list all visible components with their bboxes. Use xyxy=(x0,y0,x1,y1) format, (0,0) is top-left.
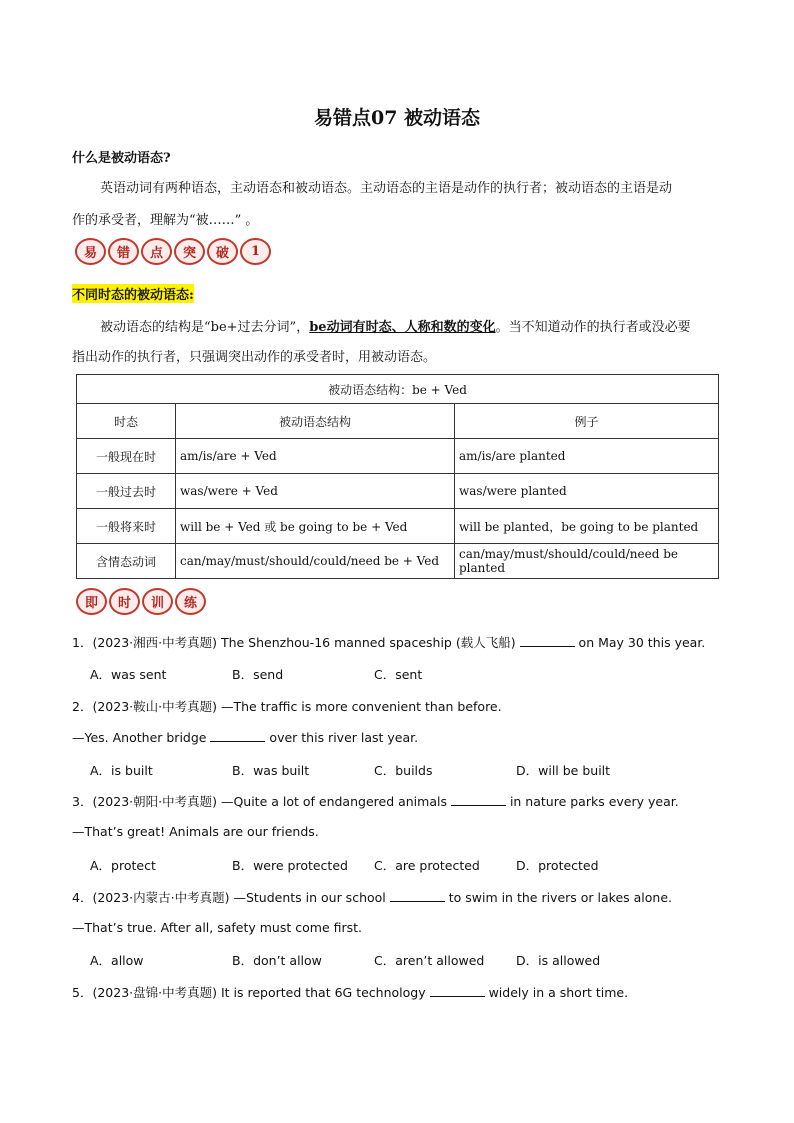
table-cell: 一般过去时 xyxy=(77,474,176,509)
table-cell: will be + Ved 或 be going to be + Ved xyxy=(176,509,455,544)
question-3-line-2: —That’s great! Animals are our friends. xyxy=(72,824,319,839)
badge-practice xyxy=(76,588,206,615)
table-cell: will be planted，be going to be planted xyxy=(455,509,719,544)
question-5 xyxy=(72,983,628,1001)
option-c[interactable]: C．builds xyxy=(374,763,433,778)
question-2-line-2 xyxy=(72,729,418,745)
question-4 xyxy=(72,888,672,906)
option-a[interactable]: A．is built xyxy=(90,763,153,778)
badge-char: 易 xyxy=(75,238,106,265)
question-text: on May 30 this year. xyxy=(574,635,706,650)
question-text: over this river last year. xyxy=(265,730,419,745)
question-text: 5．(2023·盘锦·中考真题) It is reported that 6G technology xyxy=(72,985,430,1000)
option-c[interactable]: C．are protected xyxy=(374,858,480,873)
rule-text-a: 被动语态的结构是“be+过去分词”， xyxy=(100,320,310,335)
question-text: widely in a short time. xyxy=(484,985,629,1000)
question-text: —Yes. Another bridge xyxy=(72,730,211,745)
rule-line-1 xyxy=(100,316,691,335)
rule-line-2: 指出动作的执行者，只强调突出动作的承受者时，用被动语态。 xyxy=(72,350,437,365)
answer-blank[interactable] xyxy=(390,889,445,902)
table-row xyxy=(77,509,719,544)
question-3 xyxy=(72,792,679,810)
answer-blank[interactable] xyxy=(520,634,575,647)
table-cell: was/were + Ved xyxy=(176,474,455,509)
table-cell: can/may/must/should/could/need be + Ved xyxy=(176,544,455,579)
option-b[interactable]: B．don’t allow xyxy=(232,953,322,968)
badge-char: 突 xyxy=(174,238,205,265)
table-cell: 一般现在时 xyxy=(77,439,176,474)
answer-blank[interactable] xyxy=(210,729,265,742)
table-cell: was/were planted xyxy=(455,474,719,509)
badge-char: 训 xyxy=(142,588,173,615)
question-text: in nature parks every year. xyxy=(505,794,679,809)
option-a[interactable]: A．protect xyxy=(90,858,156,873)
option-b[interactable]: B．send xyxy=(232,667,284,682)
option-d[interactable]: D．is allowed xyxy=(516,953,601,968)
question-4-line-2: —That’s true. After all, safety must come first. xyxy=(72,920,363,935)
table-cell: 含情态动词 xyxy=(77,544,176,579)
table-row xyxy=(77,439,719,474)
option-b[interactable]: B．was built xyxy=(232,763,310,778)
option-c[interactable]: C．sent xyxy=(374,667,423,682)
question-2: 2．(2023·鞍山·中考真题) —The traffic is more convenient than before. xyxy=(72,699,502,714)
intro-line-1: 英语动词有两种语态，主动语态和被动语态。主动语态的主语是动作的执行者；被动语态的主语是动 xyxy=(100,181,673,196)
rule-text-c: 。当不知道动作的执行者或没必要 xyxy=(495,320,691,335)
passive-structure-table xyxy=(76,374,719,579)
option-b[interactable]: B．were protected xyxy=(232,858,348,873)
section-heading: 不同时态的被动语态: xyxy=(72,284,194,303)
badge-char: 练 xyxy=(175,588,206,615)
option-d[interactable]: D．will be built xyxy=(516,763,611,778)
question-text: 3．(2023·朝阳·中考真题) —Quite a lot of endangered animals xyxy=(72,794,451,809)
option-a[interactable]: A．allow xyxy=(90,953,144,968)
option-c[interactable]: C．aren’t allowed xyxy=(374,953,485,968)
table-cell: can/may/must/should/could/need be planted xyxy=(455,544,719,579)
table-row xyxy=(77,474,719,509)
header-cell: 例子 xyxy=(455,404,719,439)
answer-blank[interactable] xyxy=(430,984,485,997)
intro-heading: 什么是被动语态? xyxy=(72,151,171,166)
question-text: 4．(2023·内蒙古·中考真题) —Students in our school xyxy=(72,890,390,905)
badge-char: 时 xyxy=(109,588,140,615)
rule-text-emphasis: be动词有时态、人称和数的变化 xyxy=(309,320,496,335)
table-caption: 被动语态结构：be + Ved xyxy=(77,375,719,404)
table-header-row xyxy=(77,404,719,439)
header-cell: 时态 xyxy=(77,404,176,439)
answer-blank[interactable] xyxy=(451,793,506,806)
badge-char: 即 xyxy=(76,588,107,615)
intro-line-2: 作的承受者，理解为“被……” 。 xyxy=(72,213,259,228)
question-1 xyxy=(72,633,705,651)
option-a[interactable]: A．was sent xyxy=(90,667,167,682)
badge-char: 破 xyxy=(207,238,238,265)
header-cell: 被动语态结构 xyxy=(176,404,455,439)
question-text: to swim in the rivers or lakes alone. xyxy=(444,890,672,905)
table-cell: am/is/are planted xyxy=(455,439,719,474)
question-text: 1．(2023·湘西·中考真题) The Shenzhou-16 manned spaceship (载人飞船) xyxy=(72,635,520,650)
page-title: 易错点07 被动语态 xyxy=(313,107,481,129)
table-row xyxy=(77,544,719,579)
table-caption-row xyxy=(77,375,719,404)
badge-error-breakthrough xyxy=(75,238,271,265)
badge-char: 1 xyxy=(240,238,271,265)
option-d[interactable]: D．protected xyxy=(516,858,599,873)
table-cell: 一般将来时 xyxy=(77,509,176,544)
badge-char: 错 xyxy=(108,238,139,265)
badge-char: 点 xyxy=(141,238,172,265)
table-cell: am/is/are + Ved xyxy=(176,439,455,474)
